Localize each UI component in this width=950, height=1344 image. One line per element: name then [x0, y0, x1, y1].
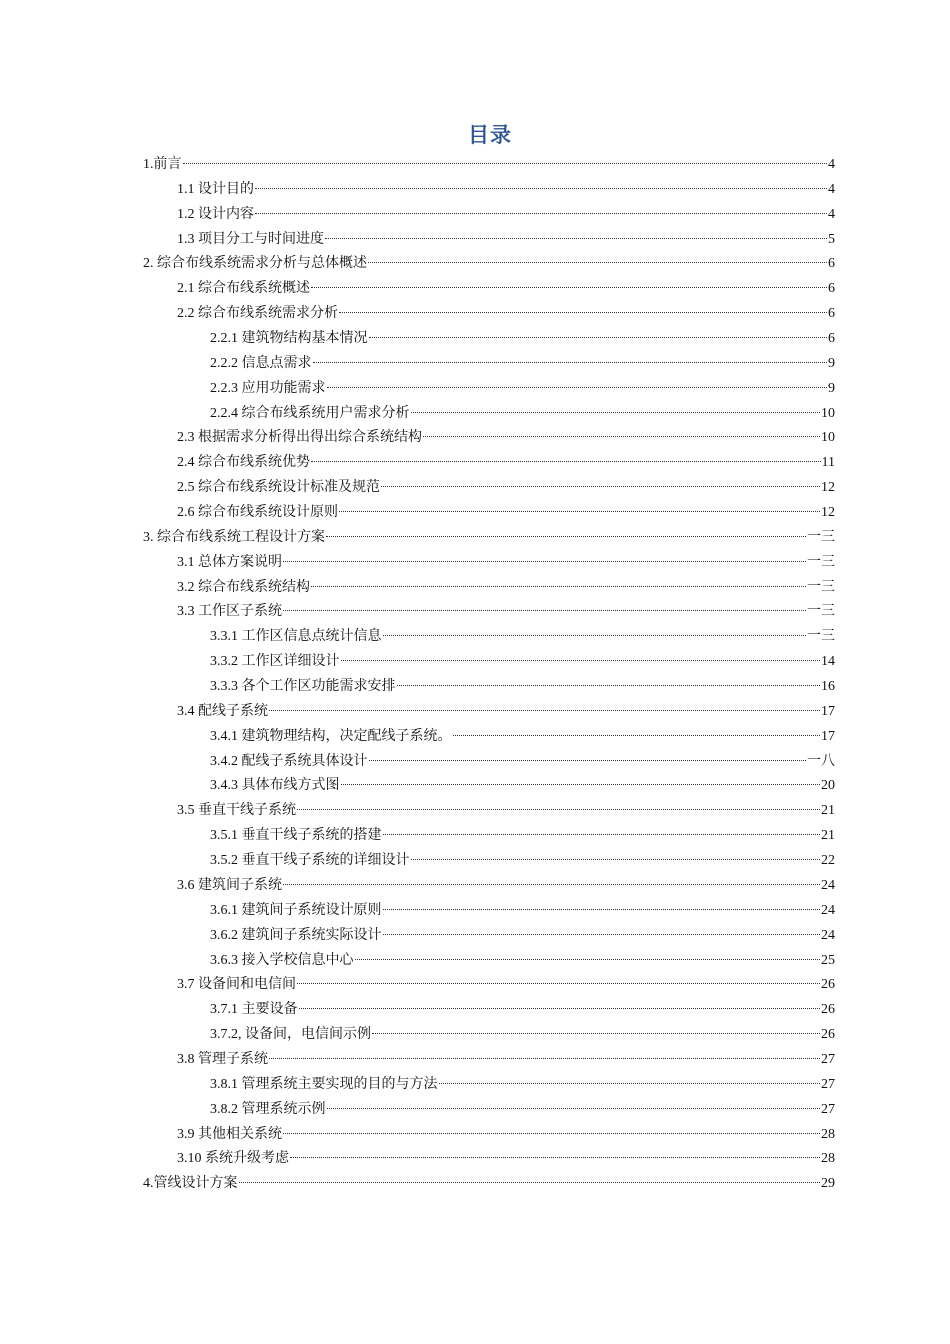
dot-leader — [297, 809, 820, 810]
toc-entry-page-number: 4 — [828, 206, 835, 222]
toc-entry[interactable] — [0, 700, 835, 725]
dot-leader — [313, 362, 828, 363]
toc-entry-page-number: 16 — [821, 679, 835, 695]
dot-leader — [325, 238, 827, 239]
dot-leader — [299, 1008, 821, 1009]
dot-leader — [283, 884, 820, 885]
toc-entry-text: 1.前言 — [143, 157, 182, 172]
toc-entry-text: 3.8 管理子系统 — [177, 1051, 268, 1067]
toc-entry[interactable] — [0, 302, 835, 327]
toc-entry[interactable] — [0, 675, 835, 700]
dot-leader — [411, 412, 821, 413]
toc-entry-text: 2.5 综合布线系统设计标准及规范 — [177, 480, 380, 496]
toc-entry-text: 1.1 设计目的 — [177, 181, 254, 197]
toc-entry-page-number: 27 — [821, 1101, 835, 1117]
dot-leader — [327, 387, 828, 388]
toc-entry-text: 3.2 综合布线系统结构 — [177, 579, 310, 595]
toc-entry[interactable] — [0, 1048, 835, 1073]
dot-leader — [341, 660, 821, 661]
toc-entry-text: 3.8.1 管理系统主要实现的目的与方法 — [210, 1076, 438, 1092]
toc-entry-text: 2.2 综合布线系统需求分析 — [177, 306, 338, 322]
toc-entry-page-number: 26 — [821, 1002, 835, 1018]
toc-entry-page-number: 20 — [821, 778, 835, 794]
toc-entry-text: 3.4.2 配线子系统具体设计 — [210, 753, 368, 769]
toc-entry[interactable] — [0, 526, 835, 551]
toc-entry[interactable] — [0, 1023, 835, 1048]
toc-entry[interactable] — [0, 924, 835, 949]
toc-entry-page-number: 17 — [821, 703, 835, 719]
toc-entry[interactable] — [0, 426, 835, 451]
toc-entry-page-number: 14 — [821, 654, 835, 670]
toc-entry-page-number: 一三 — [807, 529, 835, 545]
dot-leader — [372, 1033, 820, 1034]
dot-leader — [369, 760, 807, 761]
toc-entry[interactable] — [0, 576, 835, 601]
dot-leader — [290, 1157, 820, 1158]
dot-leader — [311, 287, 827, 288]
toc-entry-text: 3.6.3 接入学校信息中心 — [210, 952, 354, 968]
dot-leader — [283, 610, 806, 611]
toc-entry-page-number: 26 — [821, 977, 835, 993]
dot-leader — [283, 561, 806, 562]
toc-entry[interactable] — [0, 949, 835, 974]
toc-entry-page-number: 27 — [821, 1076, 835, 1092]
toc-entry-page-number: 21 — [821, 828, 835, 844]
toc-entry[interactable] — [0, 600, 835, 625]
dot-leader — [269, 1058, 820, 1059]
toc-entry[interactable] — [0, 899, 835, 924]
toc-entry-page-number: 一三 — [807, 604, 835, 620]
toc-entry[interactable] — [0, 774, 835, 799]
dot-leader — [423, 436, 820, 437]
toc-entry-page-number: 28 — [821, 1126, 835, 1142]
toc-entry[interactable] — [0, 849, 835, 874]
toc-entry-page-number: 一三 — [807, 579, 835, 595]
toc-entry-text: 1.3 项目分工与时间进度 — [177, 231, 324, 247]
dot-leader — [283, 1133, 820, 1134]
toc-entry[interactable] — [0, 178, 835, 203]
toc-entry[interactable] — [0, 228, 835, 253]
toc-entry-text: 3.9 其他相关系统 — [177, 1126, 282, 1142]
toc-entry-text: 3.1 总体方案说明 — [177, 554, 282, 570]
toc-entry-page-number: 27 — [821, 1051, 835, 1067]
toc-entry-text: 3.10 系统升级考虑 — [177, 1151, 289, 1167]
toc-entry-page-number: 11 — [821, 455, 835, 471]
toc-entry-text: 2.6 综合布线系统设计原则 — [177, 505, 338, 521]
toc-entry[interactable] — [0, 973, 835, 998]
toc-entry-text: 2.2.4 综合布线系统用户需求分析 — [210, 405, 410, 421]
dot-leader — [311, 586, 806, 587]
toc-entry[interactable] — [0, 799, 835, 824]
dot-leader — [411, 859, 821, 860]
toc-entry-text: 3.8.2 管理系统示例 — [210, 1101, 326, 1117]
dot-leader — [327, 1108, 821, 1109]
toc-entry[interactable] — [0, 377, 835, 402]
dot-leader — [368, 262, 827, 263]
toc-entry[interactable] — [0, 277, 835, 302]
toc-entry-text: 3.7.1 主要设备 — [210, 1002, 298, 1018]
dot-leader — [183, 163, 828, 164]
toc-entry[interactable] — [0, 153, 835, 178]
toc-entry-page-number: 10 — [821, 405, 835, 421]
toc-entry-text: 2.2.1 建筑物结构基本情况 — [210, 331, 368, 347]
dot-leader — [239, 1182, 821, 1183]
toc-entry[interactable] — [0, 874, 835, 899]
toc-entry-text: 3.3.1 工作区信息点统计信息 — [210, 629, 382, 645]
toc-entry[interactable] — [0, 551, 835, 576]
toc-entry-page-number: 28 — [821, 1151, 835, 1167]
toc-entry[interactable] — [0, 203, 835, 228]
toc-entry[interactable] — [0, 352, 835, 377]
dot-leader — [381, 486, 820, 487]
toc-entry[interactable] — [0, 1147, 835, 1172]
dot-leader — [453, 735, 821, 736]
toc-entry-text: 2.4 综合布线系统优势 — [177, 455, 310, 471]
dot-leader — [269, 710, 820, 711]
toc-entry-page-number: 6 — [828, 256, 835, 272]
toc-entry[interactable] — [0, 625, 835, 650]
dot-leader — [255, 213, 827, 214]
toc-entry-text: 2.2.3 应用功能需求 — [210, 380, 326, 396]
toc-entry-text: 2.3 根据需求分析得出得出综合系统结构 — [177, 430, 422, 446]
toc-entry-text: 3.4.1 建筑物理结构，决定配线子系统。 — [210, 728, 452, 744]
toc-entry[interactable] — [0, 501, 835, 526]
toc-entry-page-number: 21 — [821, 803, 835, 819]
toc-entry[interactable] — [0, 327, 835, 352]
toc-entry-text: 3.6.1 建筑间子系统设计原则 — [210, 902, 382, 918]
toc-entry-page-number: 4 — [828, 157, 835, 172]
toc-entry-page-number: 26 — [821, 1027, 835, 1043]
toc-entry[interactable] — [0, 1123, 835, 1148]
dot-leader — [383, 635, 807, 636]
toc-entry-page-number: 24 — [821, 877, 835, 893]
toc-entry-page-number: 24 — [821, 927, 835, 943]
toc-entry-text: 2.2.2 信息点需求 — [210, 355, 312, 371]
toc-entry-text: 3.5 垂直干线子系统 — [177, 803, 296, 819]
toc-entry[interactable] — [0, 476, 835, 501]
dot-leader — [255, 188, 827, 189]
toc-entry[interactable] — [0, 402, 835, 427]
toc-entry-text: 3.4 配线子系统 — [177, 703, 268, 719]
toc-entry-text: 3.3.2 工作区详细设计 — [210, 654, 340, 670]
dot-leader — [311, 461, 821, 462]
toc-entry-page-number: 24 — [821, 902, 835, 918]
dot-leader — [326, 536, 806, 537]
toc-entry-text: 3.5.2 垂直干线子系统的详细设计 — [210, 853, 410, 869]
toc-entry-page-number: 12 — [821, 505, 835, 521]
dot-leader — [339, 312, 827, 313]
toc-entry-page-number: 一三 — [807, 554, 835, 570]
dot-leader — [397, 685, 821, 686]
toc-entry-page-number: 6 — [828, 306, 835, 322]
toc-entry-text: 3.4.3 具体布线方式图 — [210, 778, 340, 794]
toc-entry[interactable] — [0, 1172, 835, 1197]
toc-entry[interactable] — [0, 252, 835, 277]
toc-entry-page-number: 6 — [828, 331, 835, 347]
dot-leader — [439, 1083, 821, 1084]
toc-entry[interactable] — [0, 1098, 835, 1123]
toc-title: 目录 — [468, 123, 512, 147]
toc-entry-page-number: 一三 — [807, 629, 835, 645]
toc-entry[interactable] — [0, 650, 835, 675]
toc-entry[interactable] — [0, 451, 835, 476]
toc-entry[interactable] — [0, 750, 835, 775]
dot-leader — [383, 909, 821, 910]
toc-entry-text: 2.1 综合布线系统概述 — [177, 281, 310, 297]
toc-entry[interactable] — [0, 998, 835, 1023]
dot-leader — [383, 934, 821, 935]
toc-entry-page-number: 22 — [821, 853, 835, 869]
toc-entry-page-number: 9 — [828, 380, 835, 396]
dot-leader — [383, 834, 821, 835]
toc-list — [0, 153, 950, 1197]
dot-leader — [341, 784, 821, 785]
toc-entry-text: 3. 综合布线系统工程设计方案 — [143, 529, 325, 545]
toc-entry-page-number: 12 — [821, 480, 835, 496]
toc-entry-text: 3.5.1 垂直干线子系统的搭建 — [210, 828, 382, 844]
toc-entry-page-number: 一八 — [807, 753, 835, 769]
toc-entry-page-number: 25 — [821, 952, 835, 968]
dot-leader — [355, 959, 821, 960]
toc-entry-page-number: 5 — [828, 231, 835, 247]
toc-entry-text: 3.7.2, 设备间，电信间示例 — [210, 1027, 371, 1043]
dot-leader — [369, 337, 828, 338]
toc-entry-page-number: 6 — [828, 281, 835, 297]
toc-entry[interactable] — [0, 824, 835, 849]
toc-entry-text: 3.7 设备间和电信间 — [177, 977, 296, 993]
toc-entry[interactable] — [0, 725, 835, 750]
toc-entry-text: 3.3 工作区子系统 — [177, 604, 282, 620]
toc-entry-text: 3.3.3 各个工作区功能需求安排 — [210, 679, 396, 695]
toc-entry-page-number: 4 — [828, 181, 835, 197]
toc-entry-text: 4.管线设计方案 — [143, 1176, 238, 1192]
toc-entry-page-number: 9 — [828, 355, 835, 371]
dot-leader — [297, 983, 820, 984]
dot-leader — [339, 511, 820, 512]
toc-entry-page-number: 10 — [821, 430, 835, 446]
toc-entry[interactable] — [0, 1073, 835, 1098]
toc-entry-page-number: 17 — [821, 728, 835, 744]
toc-entry-page-number: 29 — [821, 1176, 835, 1192]
toc-entry-text: 3.6.2 建筑间子系统实际设计 — [210, 927, 382, 943]
toc-entry-text: 3.6 建筑间子系统 — [177, 877, 282, 893]
toc-entry-text: 2. 综合布线系统需求分析与总体概述 — [143, 256, 367, 272]
toc-entry-text: 1.2 设计内容 — [177, 206, 254, 222]
